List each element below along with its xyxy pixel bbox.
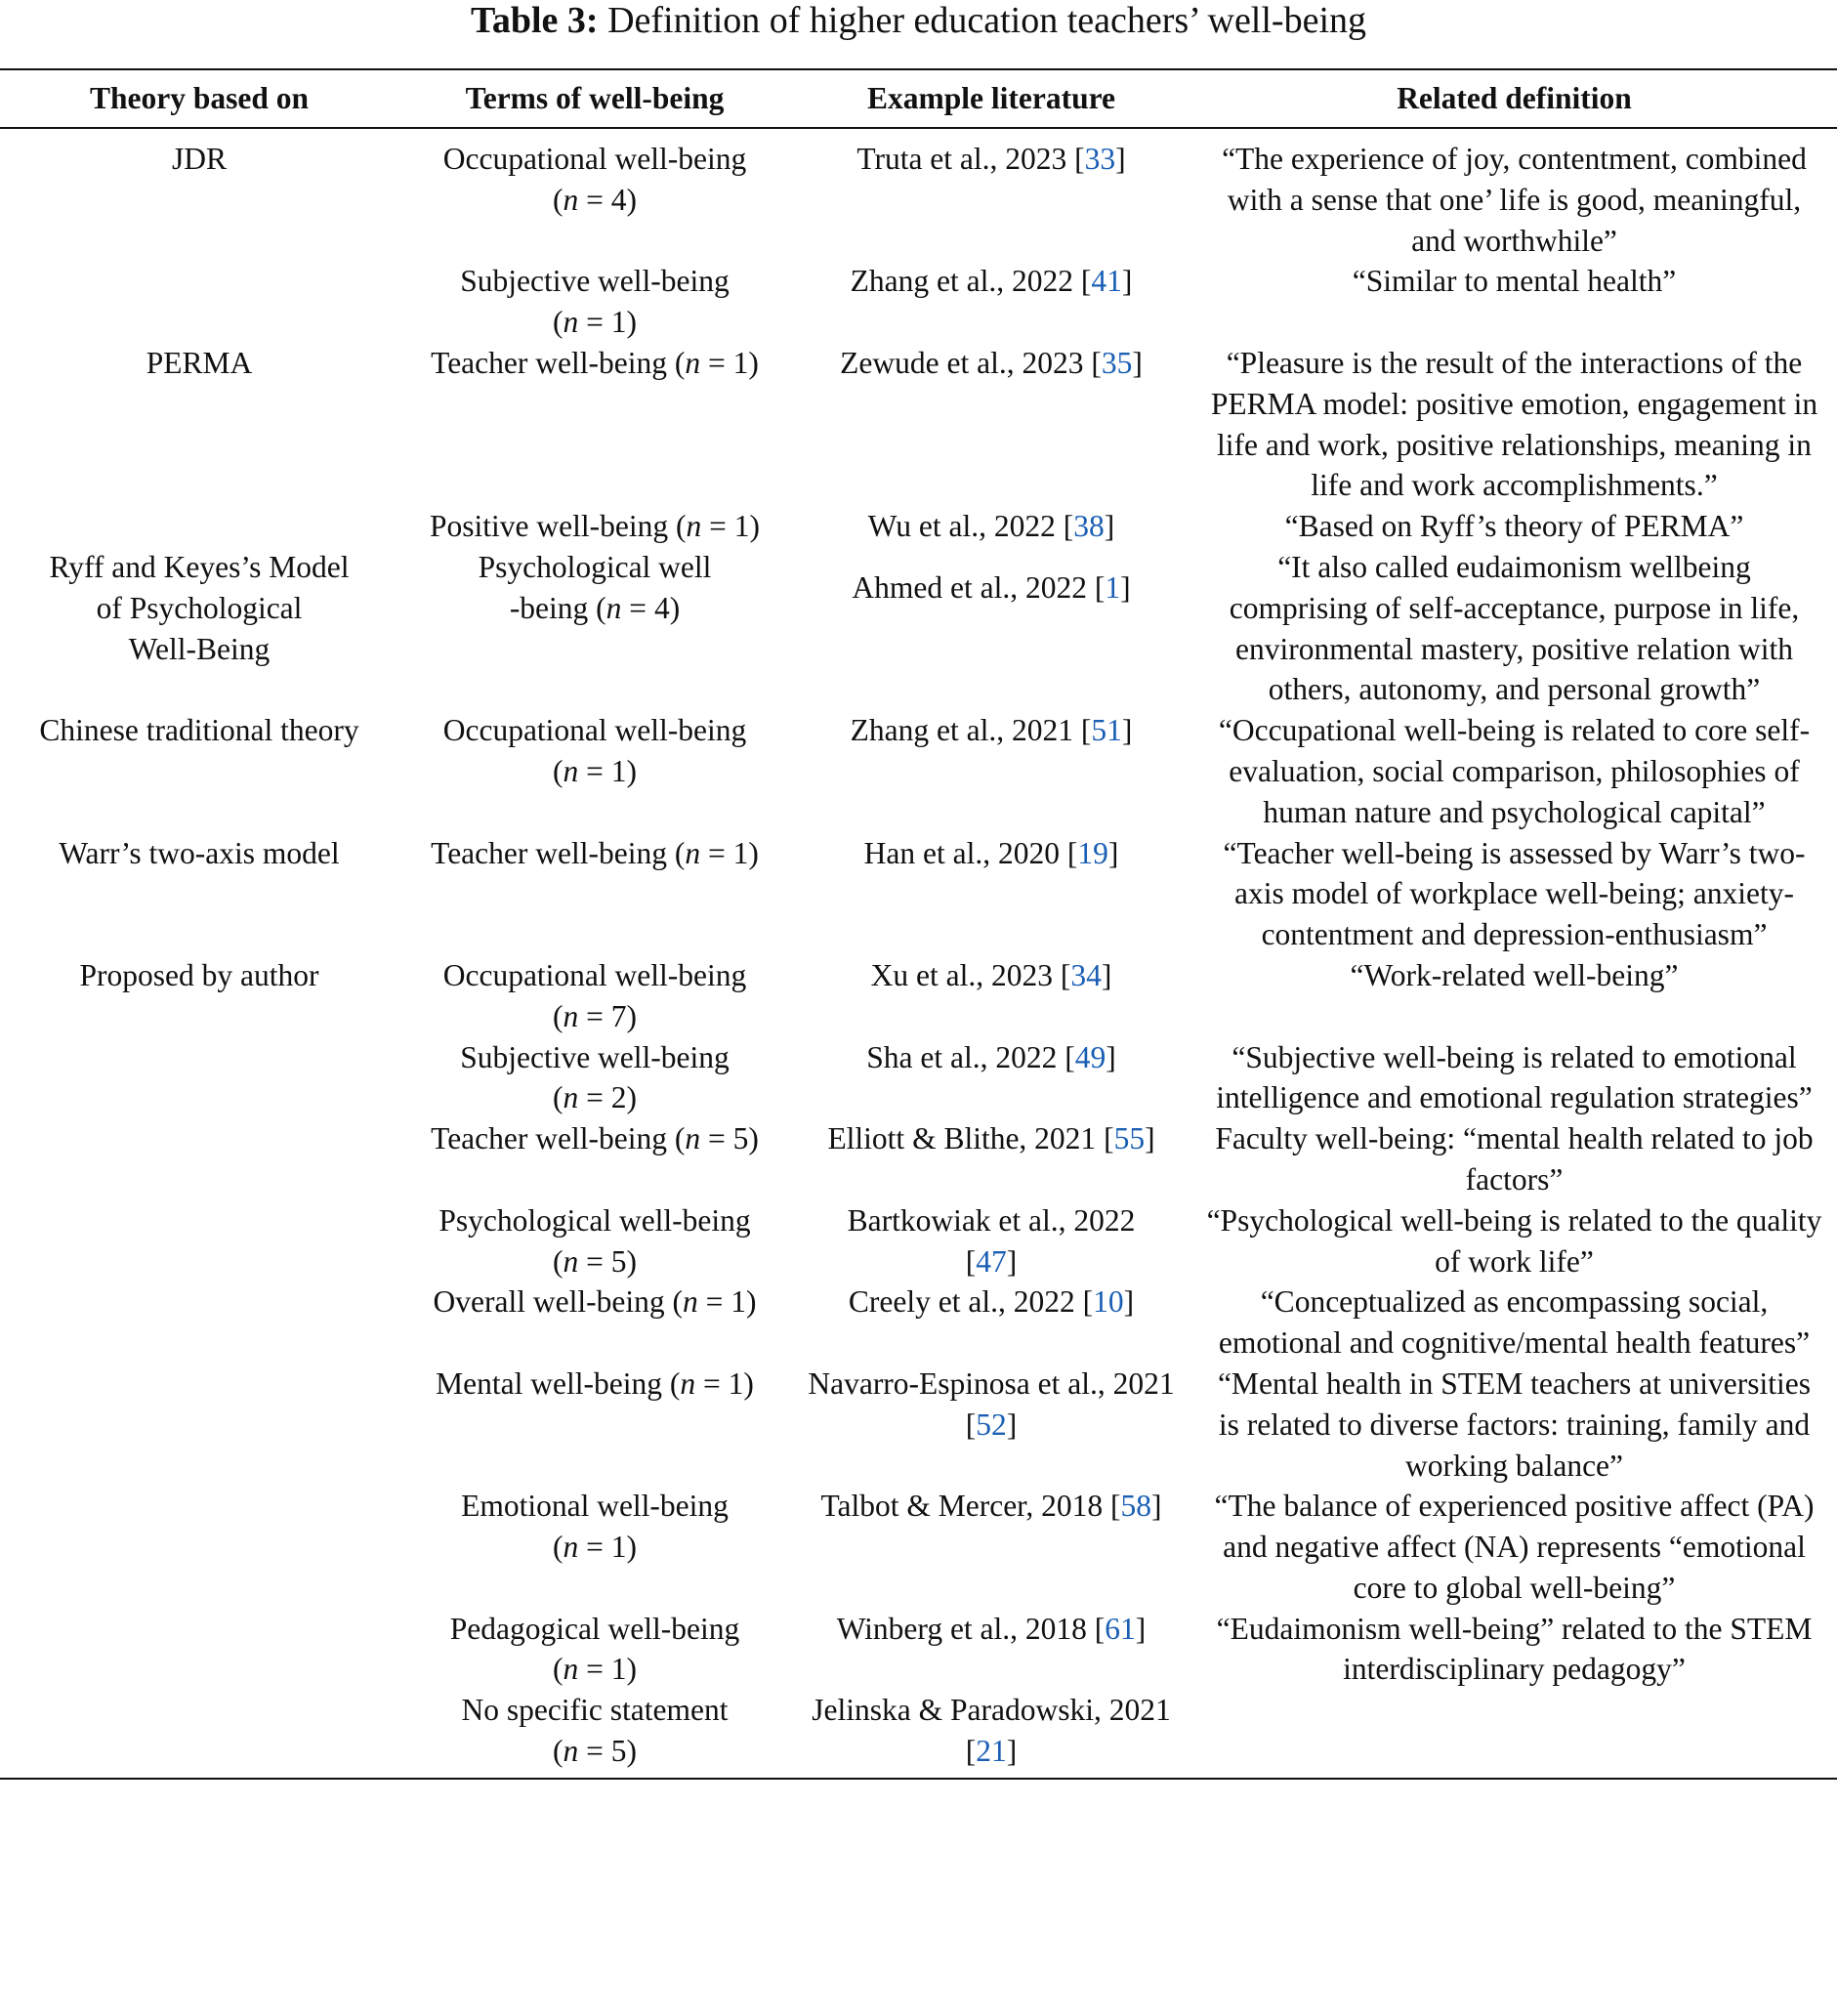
definition-cell: “Occupational well-being is related to core self-evaluation, social comparison, philosophies of human nature and psychological capital” [1218,713,1811,829]
literature-cell: Winberg et al., 2018 [61] [836,1611,1147,1646]
term-label: Teacher well-being [431,1121,667,1156]
literature-cell: Ahmed et al., 2022 [1] [852,569,1131,605]
table-row [0,1118,1837,1200]
n-symbol: n [682,1284,698,1320]
definition-cell: “Mental health in STEM teachers at universities is related to diverse factors: training, family and working balance” [1217,1365,1812,1483]
citation-text: Zewude et al., 2023 [840,345,1084,380]
theory-cell [0,1118,398,1200]
table-row [0,955,1837,1037]
definition-cell: “Based on Ryff’s theory of PERMA” [1284,509,1744,544]
term-cell [398,128,791,261]
n-symbol: n [563,1734,579,1769]
definition-cell: “Teacher well-being is assessed by Warr’s two-axis model of workplace well-being; anxiety-contentment and depression-enthusiasm” [1223,835,1806,952]
citation-text: Jelinska & Paradowski, 2021 [812,1693,1171,1728]
term-cell [398,506,791,547]
n-symbol: n [686,509,702,544]
term-cell [398,547,791,710]
table-row [0,1609,1837,1691]
literature-cell: Zhang et al., 2021 [51] [850,713,1133,748]
table-row [0,1690,1837,1779]
theory-cell: PERMA [146,345,253,380]
term-cell [398,833,791,955]
literature-cell: Zhang et al., 2022 [41] [850,264,1133,299]
citation-text: Sha et al., 2022 [866,1039,1058,1074]
citation-text: Creely et al., 2022 [848,1284,1075,1320]
citation-text: Winberg et al., 2018 [836,1611,1087,1646]
term-count: (n = 1) [669,1365,754,1401]
reference-link[interactable]: 38 [1073,509,1105,544]
table-row [0,1037,1837,1119]
citation-text: Xu et al., 2023 [870,957,1053,992]
theory-cell [0,261,398,343]
reference-link[interactable]: 47 [976,1243,1007,1279]
literature-cell: Navarro-Espinosa et al., 2021 [52] [808,1365,1175,1442]
reference-link[interactable]: 49 [1074,1039,1106,1074]
citation-text: Zhang et al., 2021 [850,713,1073,748]
caption-label: Table 3: [470,0,599,41]
reference-link[interactable]: 58 [1120,1489,1152,1524]
n-symbol: n [563,1652,579,1687]
n-value: 1 [733,509,750,544]
theory-cell [0,1037,398,1119]
reference-link[interactable]: 35 [1101,345,1133,380]
definition-cell: “Work-related well-being” [1350,957,1679,992]
header-literature: Example literature [867,81,1115,116]
term-cell [398,1364,791,1486]
n-symbol: n [563,182,579,217]
term-count: (n = 5) [552,1734,637,1769]
n-symbol: n [685,345,701,380]
header-terms: Terms of well-being [465,81,725,116]
table-caption [0,0,1837,41]
reference-link[interactable]: 1 [1105,569,1121,605]
n-symbol: n [685,835,701,870]
table-row [0,1281,1837,1364]
term-label: No specific statement [461,1693,729,1728]
term-count: (n = 2) [552,1080,637,1115]
term-count: (n = 4) [552,182,637,217]
reference-link[interactable]: 19 [1077,835,1108,870]
n-symbol: n [563,1530,579,1565]
term-count: (n = 1) [674,835,759,870]
n-symbol: n [563,305,579,340]
n-value: 5 [732,1121,749,1156]
theory-cell [0,1281,398,1364]
term-label: Teacher well-being [431,345,667,380]
reference-link[interactable]: 34 [1070,957,1102,992]
literature-cell: Sha et al., 2022 [49] [866,1039,1116,1074]
theory-cell [0,1690,398,1779]
n-symbol: n [563,1080,579,1115]
reference-link[interactable]: 51 [1091,713,1122,748]
literature-cell: Xu et al., 2023 [34] [870,957,1112,992]
definition-cell: “The experience of joy, contentment, combined with a sense that one’ life is good, meaningful, and worthwhile” [1222,142,1807,258]
citation-text: Navarro-Espinosa et al., 2021 [808,1365,1175,1401]
theory-cell: Warr’s two-axis model [59,835,340,870]
term-count: (n = 5) [674,1121,759,1156]
term-label: Teacher well-being [431,835,667,870]
term-cell [398,1690,791,1779]
header-theory: Theory based on [89,81,310,116]
definition-cell: “It also called eudaimonism wellbeing comprising of self-acceptance, purpose in life, environmental mastery, positive relation with others, autonomy, and personal growth” [1229,549,1800,707]
term-label: Emotional well-being [461,1489,729,1524]
n-value: 5 [610,1734,627,1769]
term-count: (n = 1) [552,1652,637,1687]
theory-cell [0,1364,398,1486]
reference-link[interactable]: 10 [1093,1284,1124,1320]
term-label: Subjective well-being [460,1039,730,1074]
citation-text: Talbot & Mercer, 2018 [820,1489,1104,1524]
definition-table [0,68,1837,1780]
table-row [0,261,1837,343]
n-value: 1 [610,1652,627,1687]
literature-cell: Wu et al., 2022 [38] [867,509,1115,544]
citation-text: Han et al., 2020 [863,835,1060,870]
reference-link[interactable]: 55 [1113,1121,1146,1156]
n-symbol: n [680,1365,696,1401]
theory-cell [0,1200,398,1282]
citation-text: Wu et al., 2022 [867,509,1056,544]
n-value: 1 [610,1530,627,1565]
table-row [0,547,1837,710]
term-label: Mental well-being [436,1365,662,1401]
n-value: 1 [610,753,627,788]
term-count: (n = 1) [672,1284,757,1320]
n-value: 7 [610,998,627,1033]
n-symbol: n [605,590,622,625]
term-count: (n = 7) [552,998,637,1033]
reference-link[interactable]: 41 [1091,264,1122,299]
term-label: Psychological well -being [478,549,712,625]
literature-cell: Han et al., 2020 [19] [863,835,1119,870]
term-cell [398,343,791,506]
term-cell [398,1486,791,1608]
term-count: (n = 1) [674,345,759,380]
n-value: 4 [653,590,670,625]
term-count: (n = 1) [552,1530,637,1565]
table-row [0,710,1837,832]
table-row [0,506,1837,547]
n-symbol: n [563,753,579,788]
term-label: Pedagogical well-being [449,1611,740,1646]
term-count: (n = 4) [596,590,681,625]
theory-cell: Chinese traditional theory [39,713,359,748]
citation-text: Elliott & Blithe, 2021 [827,1121,1097,1156]
table-row [0,343,1837,506]
definition-cell: Faculty well-being: “mental health related to job factors” [1215,1121,1814,1197]
table-row [0,1364,1837,1486]
term-cell [398,261,791,343]
literature-cell: Truta et al., 2023 [33] [856,142,1126,176]
term-label: Occupational well-being [442,713,747,748]
term-cell [398,1281,791,1364]
n-value: 1 [728,1365,744,1401]
theory-cell: Proposed by author [79,957,319,992]
citation-text: Bartkowiak et al., 2022 [847,1202,1136,1238]
table-row [0,1200,1837,1282]
n-value: 1 [610,305,627,340]
theory-cell [0,506,398,547]
term-count: (n = 1) [552,305,637,340]
definition-cell [1191,1690,1837,1779]
table-row [0,833,1837,955]
n-value: 5 [610,1243,627,1279]
reference-link[interactable]: 61 [1105,1611,1136,1646]
term-label: Overall well-being [433,1284,665,1320]
theory-cell [0,1486,398,1608]
literature-cell: Jelinska & Paradowski, 2021 [21] [812,1693,1171,1769]
caption-text: Definition of higher education teachers’ well-being [598,0,1367,41]
citation-text: Truta et al., 2023 [856,142,1067,176]
definition-cell: “Eudaimonism well-being” related to the STEM interdisciplinary pedagogy” [1216,1611,1813,1687]
definition-cell: “Similar to mental health” [1352,264,1677,299]
term-label: Occupational well-being [442,957,747,992]
definition-cell: “Pleasure is the result of the interactions of the PERMA model: positive emotion, engagement in life and work, positive relationships, meaning in life and work accomplishments.” [1210,345,1818,503]
table-row [0,128,1837,261]
term-label: Psychological well-being [438,1202,751,1238]
definition-cell: “The balance of experienced positive affect (PA) and negative affect (NA) represents “emotional core to global well-being” [1214,1489,1815,1605]
literature-cell: Zewude et al., 2023 [35] [840,345,1143,380]
n-value: 1 [732,345,749,380]
theory-cell [0,1609,398,1691]
literature-cell: Talbot & Mercer, 2018 [58] [820,1489,1162,1524]
definition-cell: “Psychological well-being is related to the quality of work life” [1206,1202,1822,1279]
term-count: (n = 1) [552,753,637,788]
n-symbol: n [685,1121,701,1156]
header-row [0,69,1837,128]
theory-cell: JDR [171,142,228,176]
term-cell [398,710,791,832]
term-count: (n = 5) [552,1243,637,1279]
n-value: 1 [732,835,749,870]
term-cell [398,1118,791,1200]
n-value: 4 [610,182,627,217]
term-cell [398,955,791,1037]
term-count: (n = 1) [675,509,760,544]
citation-text: Zhang et al., 2022 [850,264,1073,299]
term-cell [398,1200,791,1282]
term-cell [398,1037,791,1119]
n-symbol: n [563,998,579,1033]
n-value: 2 [610,1080,627,1115]
reference-link[interactable]: 33 [1084,142,1116,176]
n-symbol: n [563,1243,579,1279]
literature-cell: Bartkowiak et al., 2022 [47] [847,1202,1136,1279]
literature-cell: Creely et al., 2022 [10] [848,1284,1135,1320]
term-label: Occupational well-being [442,142,747,176]
theory-cell: Ryff and Keyes’s Model of Psychological Well-Being [49,549,350,666]
term-label: Positive well-being [430,509,669,544]
term-cell [398,1609,791,1691]
citation-text: Ahmed et al., 2022 [852,569,1087,605]
table-row [0,1486,1837,1608]
reference-link[interactable]: 21 [976,1734,1007,1769]
header-definition: Related definition [1397,81,1632,116]
reference-link[interactable]: 52 [976,1407,1007,1442]
literature-cell: Elliott & Blithe, 2021 [55] [827,1121,1155,1156]
definition-cell: “Subjective well-being is related to emotional intelligence and emotional regulation strategies” [1216,1039,1813,1115]
definition-cell: “Conceptualized as encompassing social, emotional and cognitive/mental health features” [1218,1284,1811,1361]
n-value: 1 [731,1284,746,1320]
term-label: Subjective well-being [460,264,730,299]
